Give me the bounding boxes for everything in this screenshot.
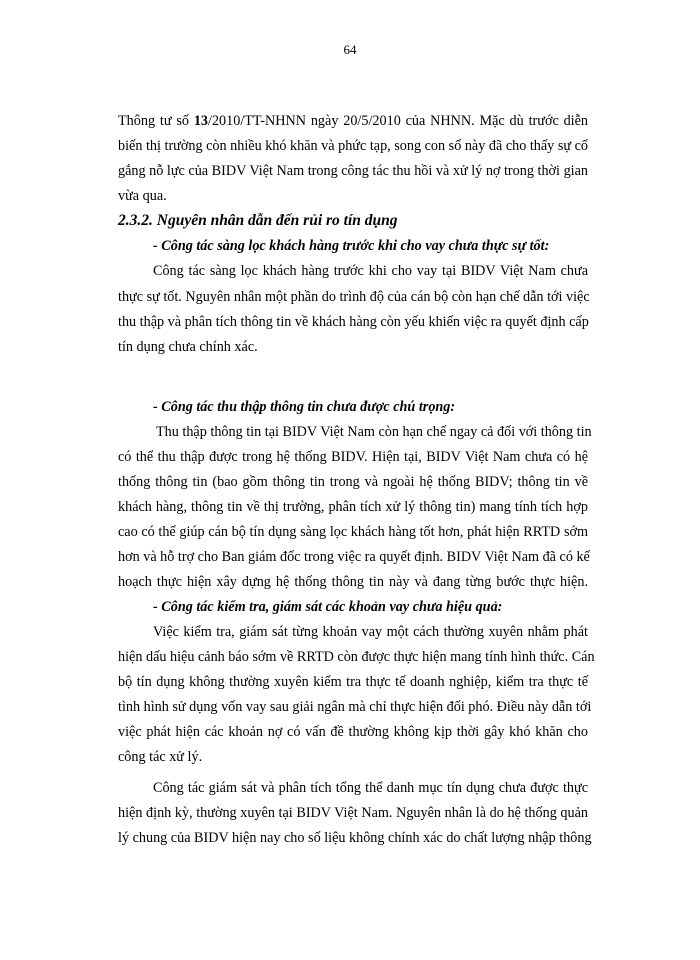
text-line: thống thông tin (bao gồm thông tin trong và ngoài hệ thống BIDV; thông tin về bbox=[118, 474, 588, 490]
text-run: /2010/TT-NHNN ngày 20/5/2010 của NHNN. Mặc dù trước diễn bbox=[208, 113, 589, 129]
text-line: hiện định kỳ, thường xuyên tại BIDV Việt Nam. Nguyên nhân là do hệ thống quản bbox=[118, 805, 588, 821]
section-heading: 2.3.2. Nguyên nhân dẫn đến rủi ro tín dụng bbox=[118, 212, 398, 229]
text-line: tín dụng chưa chính xác. bbox=[118, 339, 258, 355]
text-line: cao có thể giúp cán bộ tín dụng sàng lọc khách hàng tốt hơn, phát hiện RRTD sớm bbox=[118, 524, 588, 540]
text-line: Việc kiểm tra, giám sát từng khoản vay một cách thường xuyên nhằm phát bbox=[153, 624, 588, 640]
text-line: bộ tín dụng không thường xuyên kiểm tra thực tế doanh nghiệp, kiểm tra thực tế bbox=[118, 674, 588, 690]
text-line: biến thị trường còn nhiều khó khăn và phức tạp, song con số này đã cho thấy sự cố bbox=[118, 138, 588, 154]
text-line: Công tác giám sát và phân tích tổng thể danh mục tín dụng chưa được thực bbox=[153, 780, 588, 796]
text-line: Công tác sàng lọc khách hàng trước khi cho vay tại BIDV Việt Nam chưa bbox=[153, 263, 588, 279]
subheading: - Công tác thu thập thông tin chưa được chú trọng: bbox=[153, 399, 456, 415]
subheading: - Công tác sàng lọc khách hàng trước khi cho vay chưa thực sự tốt: bbox=[153, 238, 550, 254]
text-line bbox=[118, 111, 588, 131]
text-line: thu thập và phân tích thông tin về khách hàng còn yếu khiến việc ra quyết định cấp bbox=[118, 314, 589, 330]
subheading: - Công tác kiểm tra, giám sát các khoản vay chưa hiệu quả: bbox=[153, 599, 503, 615]
text-run: Thông tư số bbox=[118, 113, 194, 129]
text-line: hơn và hỗ trợ cho Ban giám đốc trong việc ra quyết định. BIDV Việt Nam đã có kế bbox=[118, 549, 590, 565]
text-line: thực sự tốt. Nguyên nhân một phần do trình độ của cán bộ còn hạn chế dẫn tới việc bbox=[118, 289, 590, 305]
text-line: hiện dấu hiệu cảnh báo sớm về RRTD còn được thực hiện mang tính hình thức. Cán bbox=[118, 649, 595, 665]
text-line: khách hàng, thông tin về thị trường, phân tích xử lý thông tin) mang tính tích hợp bbox=[118, 499, 588, 515]
text-line: vừa qua. bbox=[118, 188, 167, 204]
text-line: hoạch thực hiện xây dựng hệ thống thông tin này và đang từng bước thực hiện. bbox=[118, 574, 588, 590]
bold-number: 13 bbox=[193, 113, 208, 129]
text-line: công tác xử lý. bbox=[118, 749, 203, 765]
text-line: gắng nỗ lực của BIDV Việt Nam trong công tác thu hồi và xử lý nợ trong thời gian bbox=[118, 163, 588, 179]
text-line: lý chung của BIDV hiện nay cho số liệu không chính xác do chất lượng nhập thông bbox=[118, 830, 592, 846]
page-number: 64 bbox=[343, 42, 357, 57]
text-line: tình hình sử dụng vốn vay sau giải ngân mà chỉ thực hiện đối phó. Điều này dẫn tới bbox=[118, 699, 592, 715]
text-line: có thể thu thập được trong hệ thống BIDV. Hiện tại, BIDV Việt Nam chưa có hệ bbox=[118, 449, 588, 465]
text-line: việc phát hiện các khoản nợ có vấn đề thường không kịp thời gây khó khăn cho bbox=[118, 724, 588, 740]
text-line: Thu thập thông tin tại BIDV Việt Nam còn hạn chế ngay cả đối với thông tin bbox=[156, 424, 592, 440]
